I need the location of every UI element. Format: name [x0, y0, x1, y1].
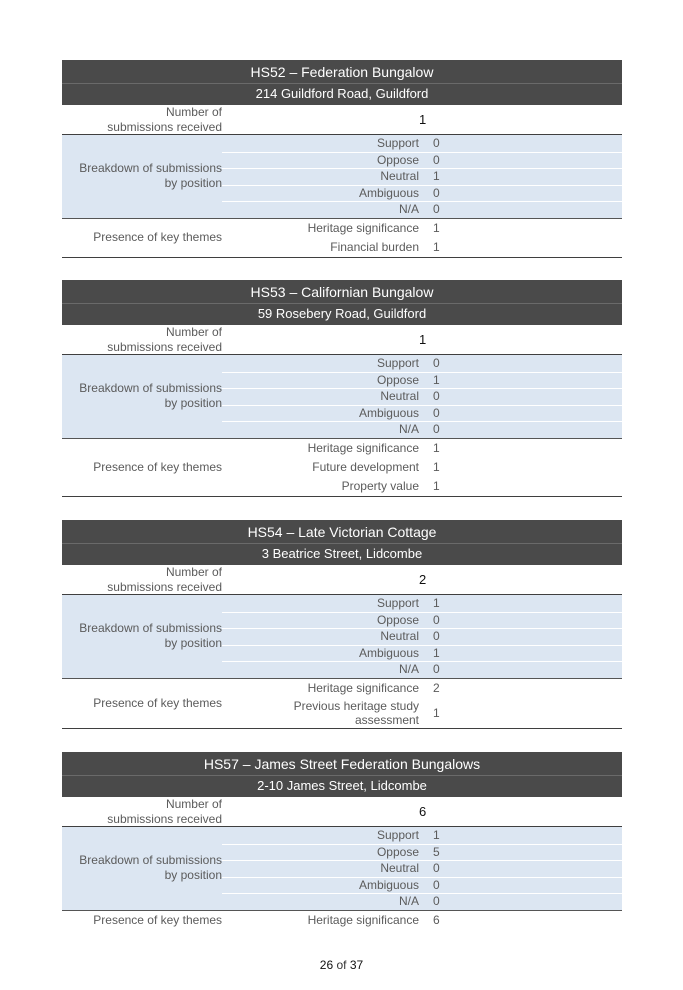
- theme-item: Heritage significance 1: [307, 220, 440, 235]
- theme-item: Heritage significance 2: [307, 680, 440, 695]
- card-address: 59 Rosebery Road, Guildford: [62, 303, 622, 325]
- key-themes-row: [62, 439, 622, 497]
- row-label: Presence of key themes: [93, 230, 222, 244]
- submissions-count-row: [62, 565, 622, 595]
- row-label: Breakdown of submissions by position: [79, 161, 222, 191]
- position-support: Support 0: [222, 136, 622, 153]
- position-ambiguous: Ambiguous 0: [222, 878, 622, 895]
- heritage-item-card-hs52: [62, 60, 622, 258]
- row-label: Number of submissions received: [107, 564, 222, 594]
- card-title: HS52 – Federation Bungalow: [250, 64, 434, 80]
- row-label: Breakdown of submissions by position: [79, 853, 222, 883]
- row-label: Number of submissions received: [107, 796, 222, 826]
- submissions-count-row: [62, 105, 622, 135]
- row-label: Presence of key themes: [93, 912, 222, 927]
- position-breakdown-row: [62, 355, 622, 439]
- theme-item: Heritage significance 1: [307, 440, 440, 455]
- position-breakdown-row: [62, 595, 622, 679]
- submissions-count-row: [62, 797, 622, 827]
- position-ambiguous: Ambiguous 0: [222, 186, 622, 203]
- position-neutral: Neutral 0: [222, 861, 622, 878]
- total-pages-number: 37: [349, 958, 364, 972]
- card-header: [62, 752, 622, 797]
- position-support: Support 0: [222, 356, 622, 373]
- position-na: N/A 0: [398, 894, 440, 908]
- submissions-count: 2: [419, 572, 427, 587]
- card-header: [62, 520, 622, 565]
- key-themes-row: [62, 679, 622, 729]
- page-of-label: of: [336, 958, 347, 972]
- position-neutral: Neutral 0: [222, 389, 622, 406]
- heritage-item-card-hs53: [62, 280, 622, 497]
- theme-item: Future development 1: [312, 459, 440, 474]
- key-themes-row: [62, 219, 622, 258]
- row-label: Breakdown of submissions by position: [79, 621, 222, 651]
- submissions-count: 1: [419, 112, 427, 127]
- submissions-count: 1: [419, 332, 427, 347]
- card-address: 2-10 James Street, Lidcombe: [62, 775, 622, 797]
- row-label: Number of submissions received: [107, 324, 222, 354]
- theme-item: Property value 1: [341, 478, 440, 493]
- position-breakdown-row: [62, 827, 622, 911]
- position-breakdown-row: [62, 135, 622, 219]
- row-label: Presence of key themes: [93, 695, 222, 710]
- position-oppose: Oppose 0: [222, 613, 622, 630]
- position-oppose: Oppose 0: [222, 153, 622, 170]
- current-page-number: 26: [319, 958, 334, 972]
- submissions-count: 6: [419, 804, 427, 819]
- card-title: HS57 – James Street Federation Bungalows: [203, 756, 481, 772]
- page-footer: [0, 958, 683, 972]
- position-oppose: Oppose 1: [222, 373, 622, 390]
- theme-item: Financial burden 1: [330, 239, 440, 254]
- card-address: 214 Guildford Road, Guildford: [62, 83, 622, 105]
- row-label: Presence of key themes: [93, 459, 222, 474]
- card-title: HS54 – Late Victorian Cottage: [247, 524, 437, 540]
- position-oppose: Oppose 5: [222, 845, 622, 862]
- position-support: Support 1: [222, 596, 622, 613]
- position-ambiguous: Ambiguous 0: [222, 406, 622, 423]
- row-label: Number of submissions received: [107, 104, 222, 134]
- card-header: [62, 280, 622, 325]
- position-na: N/A 0: [398, 202, 440, 216]
- theme-item: Previous heritage study assessment 1: [293, 698, 440, 727]
- card-title: HS53 – Californian Bungalow: [250, 284, 434, 300]
- heritage-item-card-hs57: [62, 752, 622, 930]
- card-address: 3 Beatrice Street, Lidcombe: [62, 543, 622, 565]
- position-support: Support 1: [222, 828, 622, 845]
- row-label: Breakdown of submissions by position: [79, 381, 222, 411]
- card-header: [62, 60, 622, 105]
- theme-item: Heritage significance 6: [307, 912, 440, 927]
- heritage-item-card-hs54: [62, 520, 622, 729]
- position-neutral: Neutral 0: [222, 629, 622, 646]
- position-ambiguous: Ambiguous 1: [222, 646, 622, 663]
- position-na: N/A 0: [398, 422, 440, 436]
- key-themes-row: [62, 911, 622, 930]
- position-na: N/A 0: [398, 662, 440, 676]
- submissions-count-row: [62, 325, 622, 355]
- position-neutral: Neutral 1: [222, 169, 622, 186]
